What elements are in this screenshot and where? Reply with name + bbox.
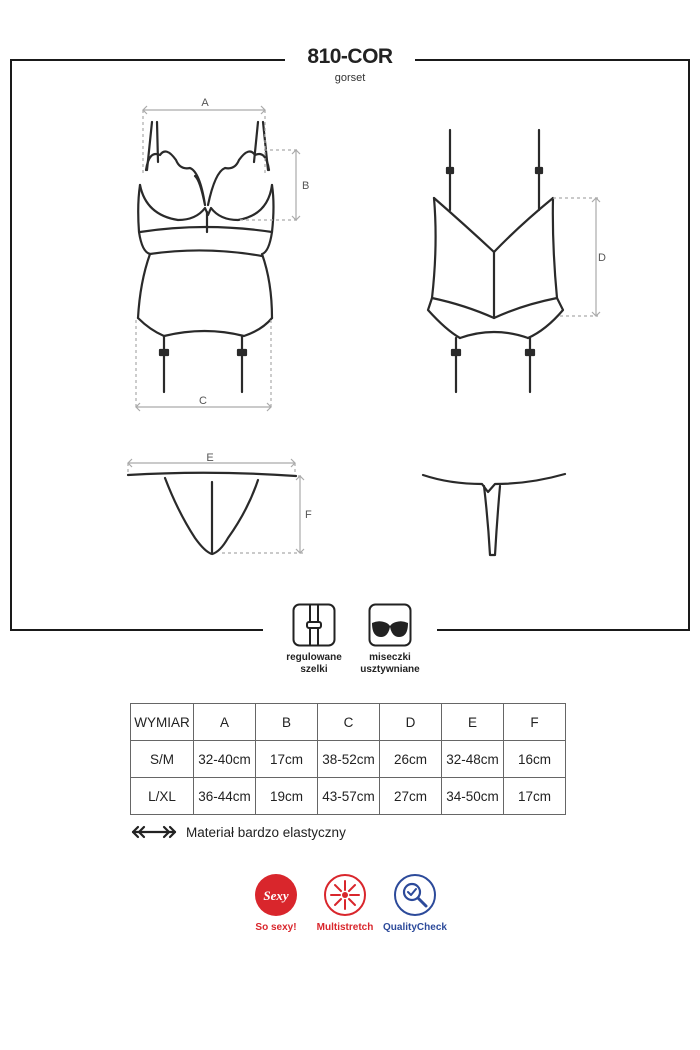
product-type: gorset	[334, 72, 366, 84]
dim-label-e: E	[206, 452, 214, 464]
material-note	[130, 822, 346, 842]
table-cell: 26cm	[380, 741, 442, 778]
thong-front-drawing	[128, 473, 296, 554]
table-cell: 27cm	[380, 778, 442, 815]
adjustable-straps-icon	[292, 603, 336, 647]
dim-label-a: A	[201, 97, 209, 109]
table-cell: 32-40cm	[194, 741, 256, 778]
badge-label-qualitycheck: QualityCheck	[383, 922, 447, 933]
table-row	[131, 741, 566, 778]
table-header-cell: E	[442, 704, 504, 741]
product-code: 810-COR	[307, 45, 393, 68]
table-cell: L/XL	[131, 778, 194, 815]
svg-text:Sexy: Sexy	[263, 888, 289, 903]
table-header-cell: WYMIAR	[131, 704, 194, 741]
quality-check-icon	[393, 873, 437, 917]
table-cell: 38-52cm	[318, 741, 380, 778]
table-header-cell: B	[256, 704, 318, 741]
multistretch-icon	[323, 873, 367, 917]
badge-label-multistretch: Multistretch	[316, 922, 374, 933]
material-note-text: Materiał bardzo elastyczny	[186, 824, 346, 840]
feature-label-cups: miseczki usztywniane	[360, 652, 420, 675]
front-dimension-lines	[136, 106, 300, 411]
size-table	[130, 703, 566, 815]
stretch-arrows-icon	[130, 825, 178, 839]
table-cell: 19cm	[256, 778, 318, 815]
table-header-row	[131, 704, 566, 741]
badge-label-sexy: So sexy!	[255, 922, 297, 933]
table-header-cell: D	[380, 704, 442, 741]
corset-back-drawing	[428, 130, 563, 392]
table-cell: 16cm	[504, 741, 566, 778]
table-cell: 36-44cm	[194, 778, 256, 815]
table-header-cell: C	[318, 704, 380, 741]
feature-label-straps: regulowane szelki	[286, 652, 342, 675]
dim-label-d: D	[598, 252, 606, 264]
dim-label-b: B	[302, 180, 310, 192]
corset-front-drawing	[138, 122, 274, 392]
table-cell: 32-48cm	[442, 741, 504, 778]
table-cell: 43-57cm	[318, 778, 380, 815]
dim-label-f: F	[305, 509, 312, 521]
thong-back-drawing	[423, 474, 565, 555]
table-cell: 17cm	[504, 778, 566, 815]
back-dimension-lines	[553, 198, 600, 316]
table-cell: S/M	[131, 741, 194, 778]
table-header-cell: A	[194, 704, 256, 741]
padded-cups-icon	[368, 603, 412, 647]
table-header-cell: F	[504, 704, 566, 741]
sexy-badge-icon	[254, 873, 298, 917]
table-cell: 17cm	[256, 741, 318, 778]
table-row	[131, 778, 566, 815]
dim-label-c: C	[199, 395, 207, 407]
frame-border	[11, 60, 689, 630]
table-cell: 34-50cm	[442, 778, 504, 815]
